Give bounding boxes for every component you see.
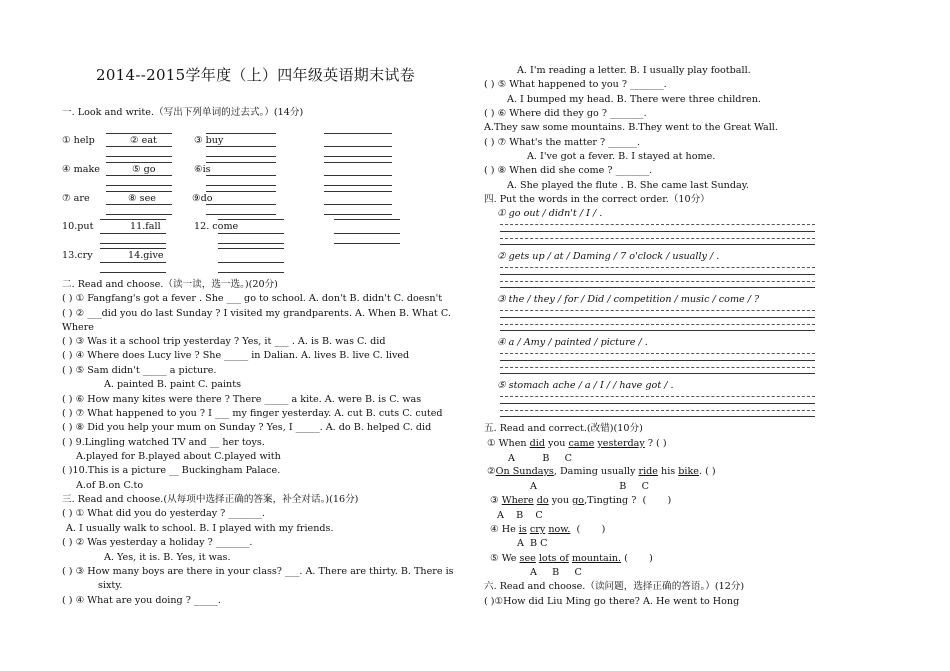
s3-question-8: ( ) ⑧ When did she come ? _______. (484, 165, 653, 176)
s3-question-1: ( ) ① What did you do yesterday ? _______. (62, 508, 265, 519)
correct-item-5: ⑤ We see lots of mountain. ( ) (487, 553, 653, 564)
correct-item-4: ④ He is cry now. ( ) (487, 524, 606, 535)
s2-question-7: ( ) ⑦ What happened to you ? I ___ my finger yesterday. A. cut B. cuts C. cuted (62, 408, 443, 419)
section-6-heading: 六. Read and choose.（读问题，选择正确的答语。）(12分) (484, 581, 745, 592)
word-go: ⑤ go (132, 164, 156, 175)
s3-question-3-cont: sixty. (98, 580, 123, 591)
word-make: ④ make (62, 164, 100, 175)
s3-question-4: ( ) ④ What are you doing ? _____. (62, 595, 221, 606)
word-buy: ③ buy (194, 135, 224, 146)
word-cry: 13.cry (62, 250, 93, 261)
s6-question-1: ( )①How did Liu Ming go there? A. He went to Hong (484, 596, 740, 607)
correct-item-1-letters: A B C (508, 453, 573, 464)
correct-item-2-letters: A B C (530, 481, 649, 492)
word-give: 14.give (128, 250, 164, 261)
word-help: ① help (62, 135, 95, 146)
s2-question-10-options: A.of B.on C.to (76, 480, 144, 491)
word-come: 12. come (194, 221, 239, 232)
correct-item-5-letters: A B C (530, 567, 582, 578)
word-is: ⑥is (194, 164, 211, 175)
section-3-heading: 三. Read and choose.(从每项中选择正确的答案，补全对话。)(16分) (62, 494, 359, 505)
s3-question-7: ( ) ⑦ What's the matter ? ______. (484, 137, 641, 148)
s2-question-9-options: A.played for B.played about C.played with (76, 451, 281, 462)
word-are: ⑦ are (62, 193, 90, 204)
section-4-heading: 四. Put the words in the correct order.（10分） (484, 194, 710, 205)
s3-question-4-options: A. I'm reading a letter. B. I usually play football. (517, 65, 751, 76)
s3-question-2-options: A. Yes, it is. B. Yes, it was. (104, 552, 231, 563)
section-1-heading: 一. Look and write.（写出下列单词的过去式。）(14分) (62, 107, 304, 118)
s2-question-6: ( ) ⑥ How many kites were there ? There _____ a kite. A. were B. is C. was (62, 394, 422, 405)
order-item-4: ④ a / Amy / painted / picture / . (497, 337, 648, 348)
correct-item-2: ②On Sundays, Daming usually ride his bike. ( ) (487, 466, 716, 477)
page-title: 2014--2015学年度（上）四年级英语期末试卷 (96, 66, 415, 84)
correct-item-3: ③ Where do you go,Tingting ? ( ) (487, 495, 672, 506)
s3-question-1-options: A. I usually walk to school. B. I played with my friends. (66, 523, 334, 534)
s2-question-1: ( ) ① Fangfang's got a fever . She ___ go to school. A. don't B. didn't C. doesn't (62, 293, 443, 304)
s3-question-3: ( ) ③ How many boys are there in your class? ___. A. There are thirty. B. There is (62, 566, 454, 577)
s3-question-6-options: A.They saw some mountains. B.They went to the Great Wall. (484, 122, 778, 133)
s2-question-10: ( )10.This is a picture __ Buckingham Palace. (62, 465, 281, 476)
section-5-heading: 五. Read and correct.(改错)(10分) (484, 423, 643, 434)
correct-item-1: ① When did you came yesterday ? ( ) (487, 438, 667, 449)
word-fall: 11.fall (130, 221, 161, 232)
word-see: ⑧ see (128, 193, 156, 204)
correct-item-4-letters: A B C (517, 538, 548, 549)
word-do: ⑨do (192, 193, 213, 204)
order-item-5: ⑤ stomach ache / a / I / / have got / . (497, 380, 674, 391)
s2-question-5-options: A. painted B. paint C. paints (104, 379, 242, 390)
correct-item-3-letters: A B C (497, 510, 543, 521)
s2-question-4: ( ) ④ Where does Lucy live ? She _____ in Dalian. A. lives B. live C. lived (62, 350, 410, 361)
section-2-heading: 二. Read and choose.（读一读，选一选。)(20分) (62, 279, 278, 290)
s2-question-3: ( ) ③ Was it a school trip yesterday ? Yes, it ___ . A. is B. was C. did (62, 336, 386, 347)
s2-question-5: ( ) ⑤ Sam didn't _____ a picture. (62, 365, 217, 376)
s3-question-5-options: A. I bumped my head. B. There were three children. (507, 94, 761, 105)
word-eat: ② eat (130, 135, 157, 146)
s2-question-8: ( ) ⑧ Did you help your mum on Sunday ? Yes, I _____. A. do B. helped C. did (62, 422, 432, 433)
s3-question-5: ( ) ⑤ What happened to you ? _______. (484, 79, 667, 90)
s3-question-2: ( ) ② Was yesterday a holiday ? _______. (62, 537, 253, 548)
s2-question-2-cont: Where (62, 322, 94, 333)
s2-question-2: ( ) ② ___did you do last Sunday ? I visited my grandparents. A. When B. What C. (62, 308, 451, 319)
s2-question-9: ( ) 9.Lingling watched TV and __ her toys. (62, 437, 265, 448)
s3-question-8-options: A. She played the flute . B. She came last Sunday. (507, 180, 749, 191)
word-put: 10.put (62, 221, 94, 232)
s3-question-7-options: A. I've got a fever. B. I stayed at home. (527, 151, 716, 162)
s3-question-6: ( ) ⑥ Where did they go ? _______. (484, 108, 647, 119)
order-item-3: ③ the / they / for / Did / competition / music / come / ? (497, 294, 760, 305)
order-item-2: ② gets up / at / Daming / 7 o'clock / usually / . (497, 251, 720, 262)
order-item-1: ① go out / didn't / I / . (497, 208, 603, 219)
